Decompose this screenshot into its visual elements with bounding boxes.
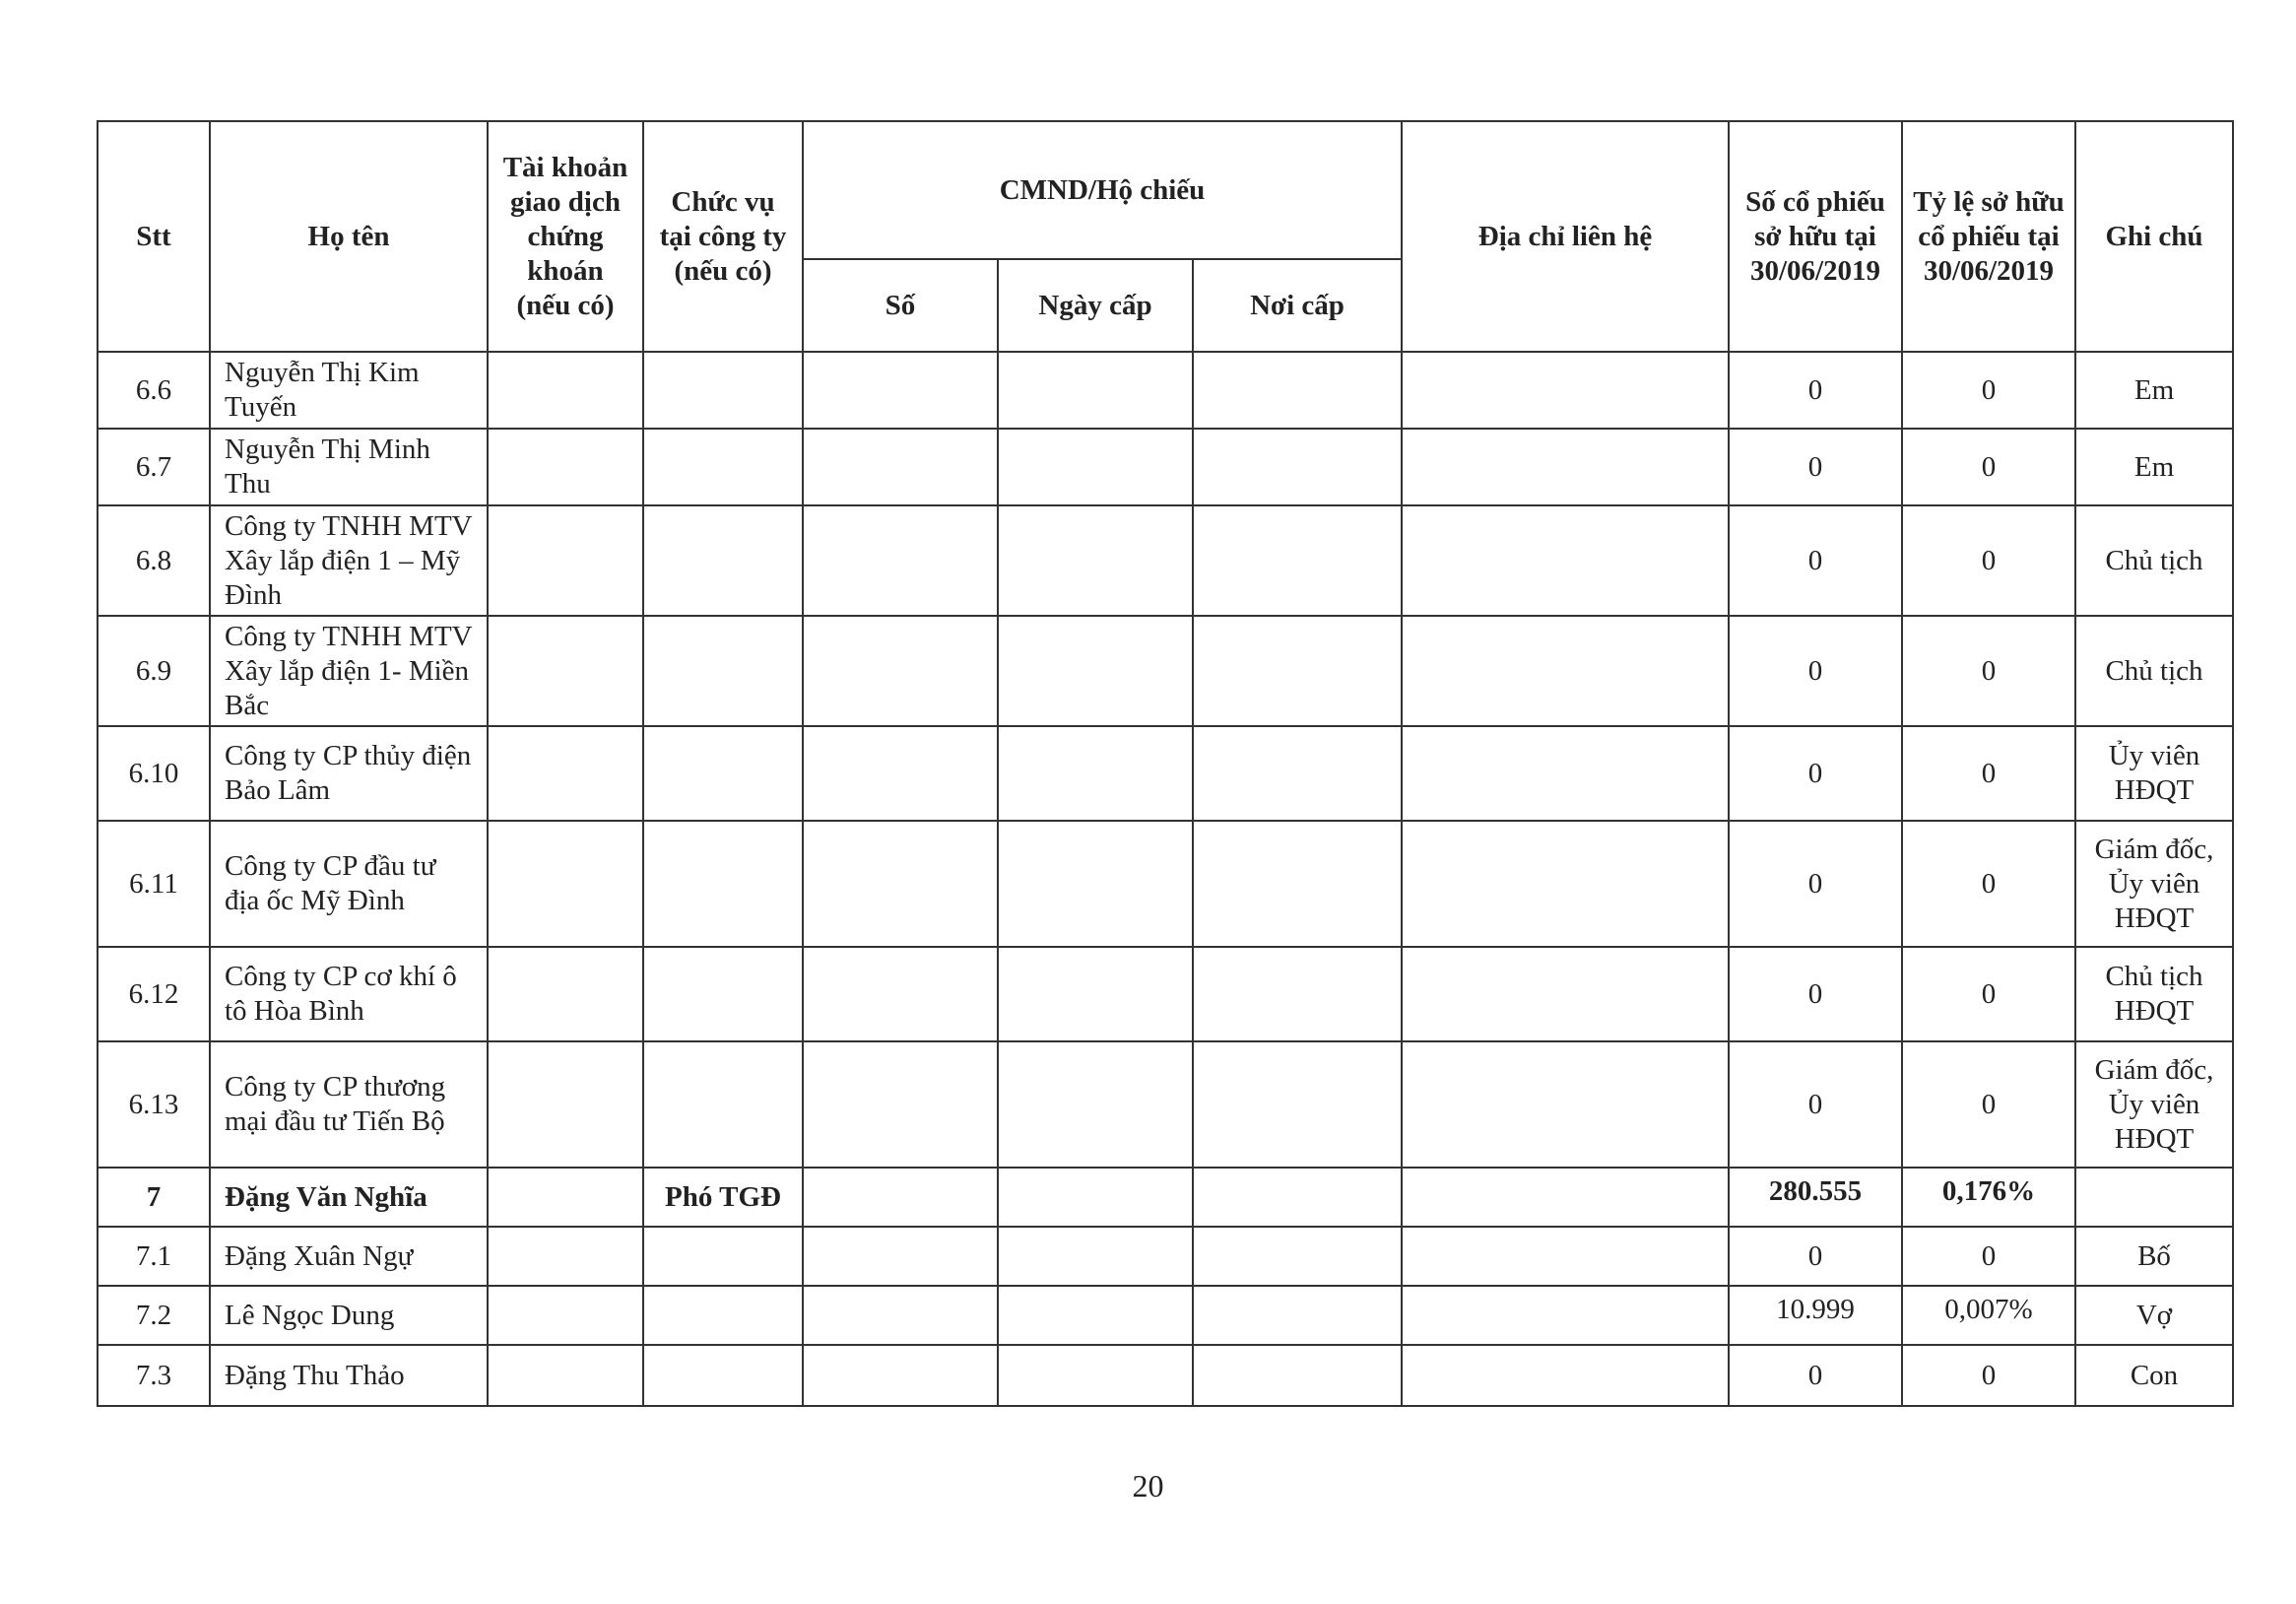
cell-id-no bbox=[803, 429, 998, 505]
cell-id-no bbox=[803, 1041, 998, 1168]
cell-ratio: 0 bbox=[1902, 505, 2075, 616]
cell-stt: 6.8 bbox=[98, 505, 210, 616]
cell-account bbox=[488, 429, 643, 505]
table-row bbox=[98, 821, 2233, 947]
table-row bbox=[98, 505, 2233, 616]
cell-id-date bbox=[998, 726, 1193, 821]
cell-position bbox=[643, 352, 803, 429]
cell-ratio: 0 bbox=[1902, 1227, 2075, 1286]
cell-ratio: 0 bbox=[1902, 726, 2075, 821]
cell-account bbox=[488, 821, 643, 947]
cell-name: Công ty TNHH MTV Xây lắp điện 1- Miền Bắc bbox=[210, 616, 488, 726]
cell-note: Con bbox=[2075, 1345, 2233, 1406]
cell-note: Chủ tịch bbox=[2075, 616, 2233, 726]
cell-address bbox=[1402, 616, 1729, 726]
col-header-stt: Stt bbox=[98, 121, 210, 352]
table-body bbox=[98, 352, 2233, 1406]
cell-shares: 0 bbox=[1729, 947, 1902, 1041]
cell-name: Đặng Văn Nghĩa bbox=[210, 1168, 488, 1227]
cell-stt: 6.12 bbox=[98, 947, 210, 1041]
cell-note: Chủ tịch bbox=[2075, 505, 2233, 616]
cell-id-place bbox=[1193, 821, 1402, 947]
cell-id-place bbox=[1193, 429, 1402, 505]
cell-id-place bbox=[1193, 1286, 1402, 1345]
table-row bbox=[98, 1227, 2233, 1286]
cell-stt: 6.9 bbox=[98, 616, 210, 726]
cell-shares: 0 bbox=[1729, 821, 1902, 947]
cell-account bbox=[488, 616, 643, 726]
cell-shares: 0 bbox=[1729, 352, 1902, 429]
cell-id-date bbox=[998, 505, 1193, 616]
cell-id-no bbox=[803, 1345, 998, 1406]
cell-id-no bbox=[803, 1227, 998, 1286]
cell-id-no bbox=[803, 1286, 998, 1345]
table-row bbox=[98, 1345, 2233, 1406]
shareholder-table bbox=[97, 120, 2234, 1407]
cell-ratio: 0 bbox=[1902, 1041, 2075, 1168]
cell-id-date bbox=[998, 1168, 1193, 1227]
cell-position bbox=[643, 1041, 803, 1168]
table-row bbox=[98, 1041, 2233, 1168]
cell-id-place bbox=[1193, 1227, 1402, 1286]
cell-id-no bbox=[803, 821, 998, 947]
cell-shares: 0 bbox=[1729, 726, 1902, 821]
cell-id-date bbox=[998, 429, 1193, 505]
table-row bbox=[98, 947, 2233, 1041]
cell-id-place bbox=[1193, 947, 1402, 1041]
cell-id-no bbox=[803, 726, 998, 821]
cell-id-date bbox=[998, 352, 1193, 429]
cell-id-place bbox=[1193, 1345, 1402, 1406]
cell-position bbox=[643, 726, 803, 821]
cell-note: Chủ tịch HĐQT bbox=[2075, 947, 2233, 1041]
cell-shares: 10.999 bbox=[1729, 1286, 1902, 1345]
col-header-position: Chức vụ tại công ty (nếu có) bbox=[643, 121, 803, 352]
cell-ratio: 0 bbox=[1902, 429, 2075, 505]
cell-address bbox=[1402, 1345, 1729, 1406]
cell-name: Nguyễn Thị Minh Thu bbox=[210, 429, 488, 505]
cell-id-date bbox=[998, 947, 1193, 1041]
cell-account bbox=[488, 505, 643, 616]
cell-name: Công ty CP thương mại đầu tư Tiến Bộ bbox=[210, 1041, 488, 1168]
cell-stt: 7 bbox=[98, 1168, 210, 1227]
cell-shares: 0 bbox=[1729, 505, 1902, 616]
cell-position bbox=[643, 821, 803, 947]
cell-shares: 0 bbox=[1729, 616, 1902, 726]
cell-address bbox=[1402, 726, 1729, 821]
col-header-note: Ghi chú bbox=[2075, 121, 2233, 352]
cell-name: Lê Ngọc Dung bbox=[210, 1286, 488, 1345]
cell-position bbox=[643, 505, 803, 616]
cell-id-date bbox=[998, 1345, 1193, 1406]
cell-account bbox=[488, 1286, 643, 1345]
cell-address bbox=[1402, 821, 1729, 947]
cell-id-place bbox=[1193, 616, 1402, 726]
cell-address bbox=[1402, 429, 1729, 505]
cell-account bbox=[488, 352, 643, 429]
cell-position bbox=[643, 1286, 803, 1345]
cell-account bbox=[488, 947, 643, 1041]
cell-stt: 6.7 bbox=[98, 429, 210, 505]
cell-address bbox=[1402, 947, 1729, 1041]
cell-stt: 6.13 bbox=[98, 1041, 210, 1168]
cell-id-date bbox=[998, 1286, 1193, 1345]
cell-address bbox=[1402, 505, 1729, 616]
cell-ratio: 0 bbox=[1902, 821, 2075, 947]
col-header-address: Địa chỉ liên hệ bbox=[1402, 121, 1729, 352]
cell-shares: 0 bbox=[1729, 429, 1902, 505]
col-header-id-place: Nơi cấp bbox=[1193, 259, 1402, 352]
cell-address bbox=[1402, 1041, 1729, 1168]
cell-position bbox=[643, 429, 803, 505]
cell-id-date bbox=[998, 1041, 1193, 1168]
col-header-id-group: CMND/Hộ chiếu bbox=[803, 121, 1402, 259]
cell-shares: 0 bbox=[1729, 1345, 1902, 1406]
cell-note bbox=[2075, 1168, 2233, 1227]
cell-address bbox=[1402, 1227, 1729, 1286]
cell-id-place bbox=[1193, 352, 1402, 429]
cell-ratio: 0 bbox=[1902, 616, 2075, 726]
cell-account bbox=[488, 1227, 643, 1286]
cell-note: Giám đốc, Ủy viên HĐQT bbox=[2075, 821, 2233, 947]
table-row bbox=[98, 1286, 2233, 1345]
cell-note: Bố bbox=[2075, 1227, 2233, 1286]
cell-id-place bbox=[1193, 1041, 1402, 1168]
page-number: 20 bbox=[1132, 1468, 1164, 1504]
cell-account bbox=[488, 1168, 643, 1227]
cell-id-no bbox=[803, 947, 998, 1041]
cell-id-place bbox=[1193, 505, 1402, 616]
cell-shares: 280.555 bbox=[1729, 1168, 1902, 1227]
cell-position bbox=[643, 1227, 803, 1286]
cell-address bbox=[1402, 1168, 1729, 1227]
cell-account bbox=[488, 1041, 643, 1168]
cell-account bbox=[488, 1345, 643, 1406]
cell-account bbox=[488, 726, 643, 821]
col-header-name: Họ tên bbox=[210, 121, 488, 352]
cell-id-date bbox=[998, 1227, 1193, 1286]
cell-position bbox=[643, 616, 803, 726]
cell-id-no bbox=[803, 505, 998, 616]
cell-ratio: 0 bbox=[1902, 352, 2075, 429]
col-header-account: Tài khoản giao dịch chứng khoán (nếu có) bbox=[488, 121, 643, 352]
table-row bbox=[98, 1168, 2233, 1227]
cell-name: Đặng Thu Thảo bbox=[210, 1345, 488, 1406]
cell-stt: 7.2 bbox=[98, 1286, 210, 1345]
table-row bbox=[98, 726, 2233, 821]
cell-id-no bbox=[803, 616, 998, 726]
col-header-shares: Số cổ phiếu sở hữu tại 30/06/2019 bbox=[1729, 121, 1902, 352]
cell-stt: 6.6 bbox=[98, 352, 210, 429]
cell-shares: 0 bbox=[1729, 1041, 1902, 1168]
cell-stt: 6.11 bbox=[98, 821, 210, 947]
cell-address bbox=[1402, 1286, 1729, 1345]
cell-position bbox=[643, 1345, 803, 1406]
cell-note: Em bbox=[2075, 429, 2233, 505]
cell-ratio: 0 bbox=[1902, 1345, 2075, 1406]
cell-stt: 7.1 bbox=[98, 1227, 210, 1286]
cell-ratio: 0,176% bbox=[1902, 1168, 2075, 1227]
cell-ratio: 0 bbox=[1902, 947, 2075, 1041]
cell-ratio: 0,007% bbox=[1902, 1286, 2075, 1345]
col-header-id-date: Ngày cấp bbox=[998, 259, 1193, 352]
cell-position: Phó TGĐ bbox=[643, 1168, 803, 1227]
cell-id-date bbox=[998, 616, 1193, 726]
cell-name: Công ty CP đầu tư địa ốc Mỹ Đình bbox=[210, 821, 488, 947]
cell-note: Ủy viên HĐQT bbox=[2075, 726, 2233, 821]
cell-stt: 6.10 bbox=[98, 726, 210, 821]
cell-id-date bbox=[998, 821, 1193, 947]
cell-id-no bbox=[803, 352, 998, 429]
cell-position bbox=[643, 947, 803, 1041]
cell-note: Vợ bbox=[2075, 1286, 2233, 1345]
cell-id-place bbox=[1193, 726, 1402, 821]
col-header-ratio: Tỷ lệ sở hữu cổ phiếu tại 30/06/2019 bbox=[1902, 121, 2075, 352]
cell-note: Giám đốc, Ủy viên HĐQT bbox=[2075, 1041, 2233, 1168]
cell-note: Em bbox=[2075, 352, 2233, 429]
cell-name: Công ty TNHH MTV Xây lắp điện 1 – Mỹ Đình bbox=[210, 505, 488, 616]
col-header-id-no: Số bbox=[803, 259, 998, 352]
cell-stt: 7.3 bbox=[98, 1345, 210, 1406]
cell-id-no bbox=[803, 1168, 998, 1227]
cell-name: Công ty CP thủy điện Bảo Lâm bbox=[210, 726, 488, 821]
cell-name: Đặng Xuân Ngự bbox=[210, 1227, 488, 1286]
cell-name: Công ty CP cơ khí ô tô Hòa Bình bbox=[210, 947, 488, 1041]
cell-address bbox=[1402, 352, 1729, 429]
cell-shares: 0 bbox=[1729, 1227, 1902, 1286]
table-row bbox=[98, 429, 2233, 505]
table-row bbox=[98, 616, 2233, 726]
cell-id-place bbox=[1193, 1168, 1402, 1227]
table-row bbox=[98, 352, 2233, 429]
cell-name: Nguyễn Thị Kim Tuyến bbox=[210, 352, 488, 429]
